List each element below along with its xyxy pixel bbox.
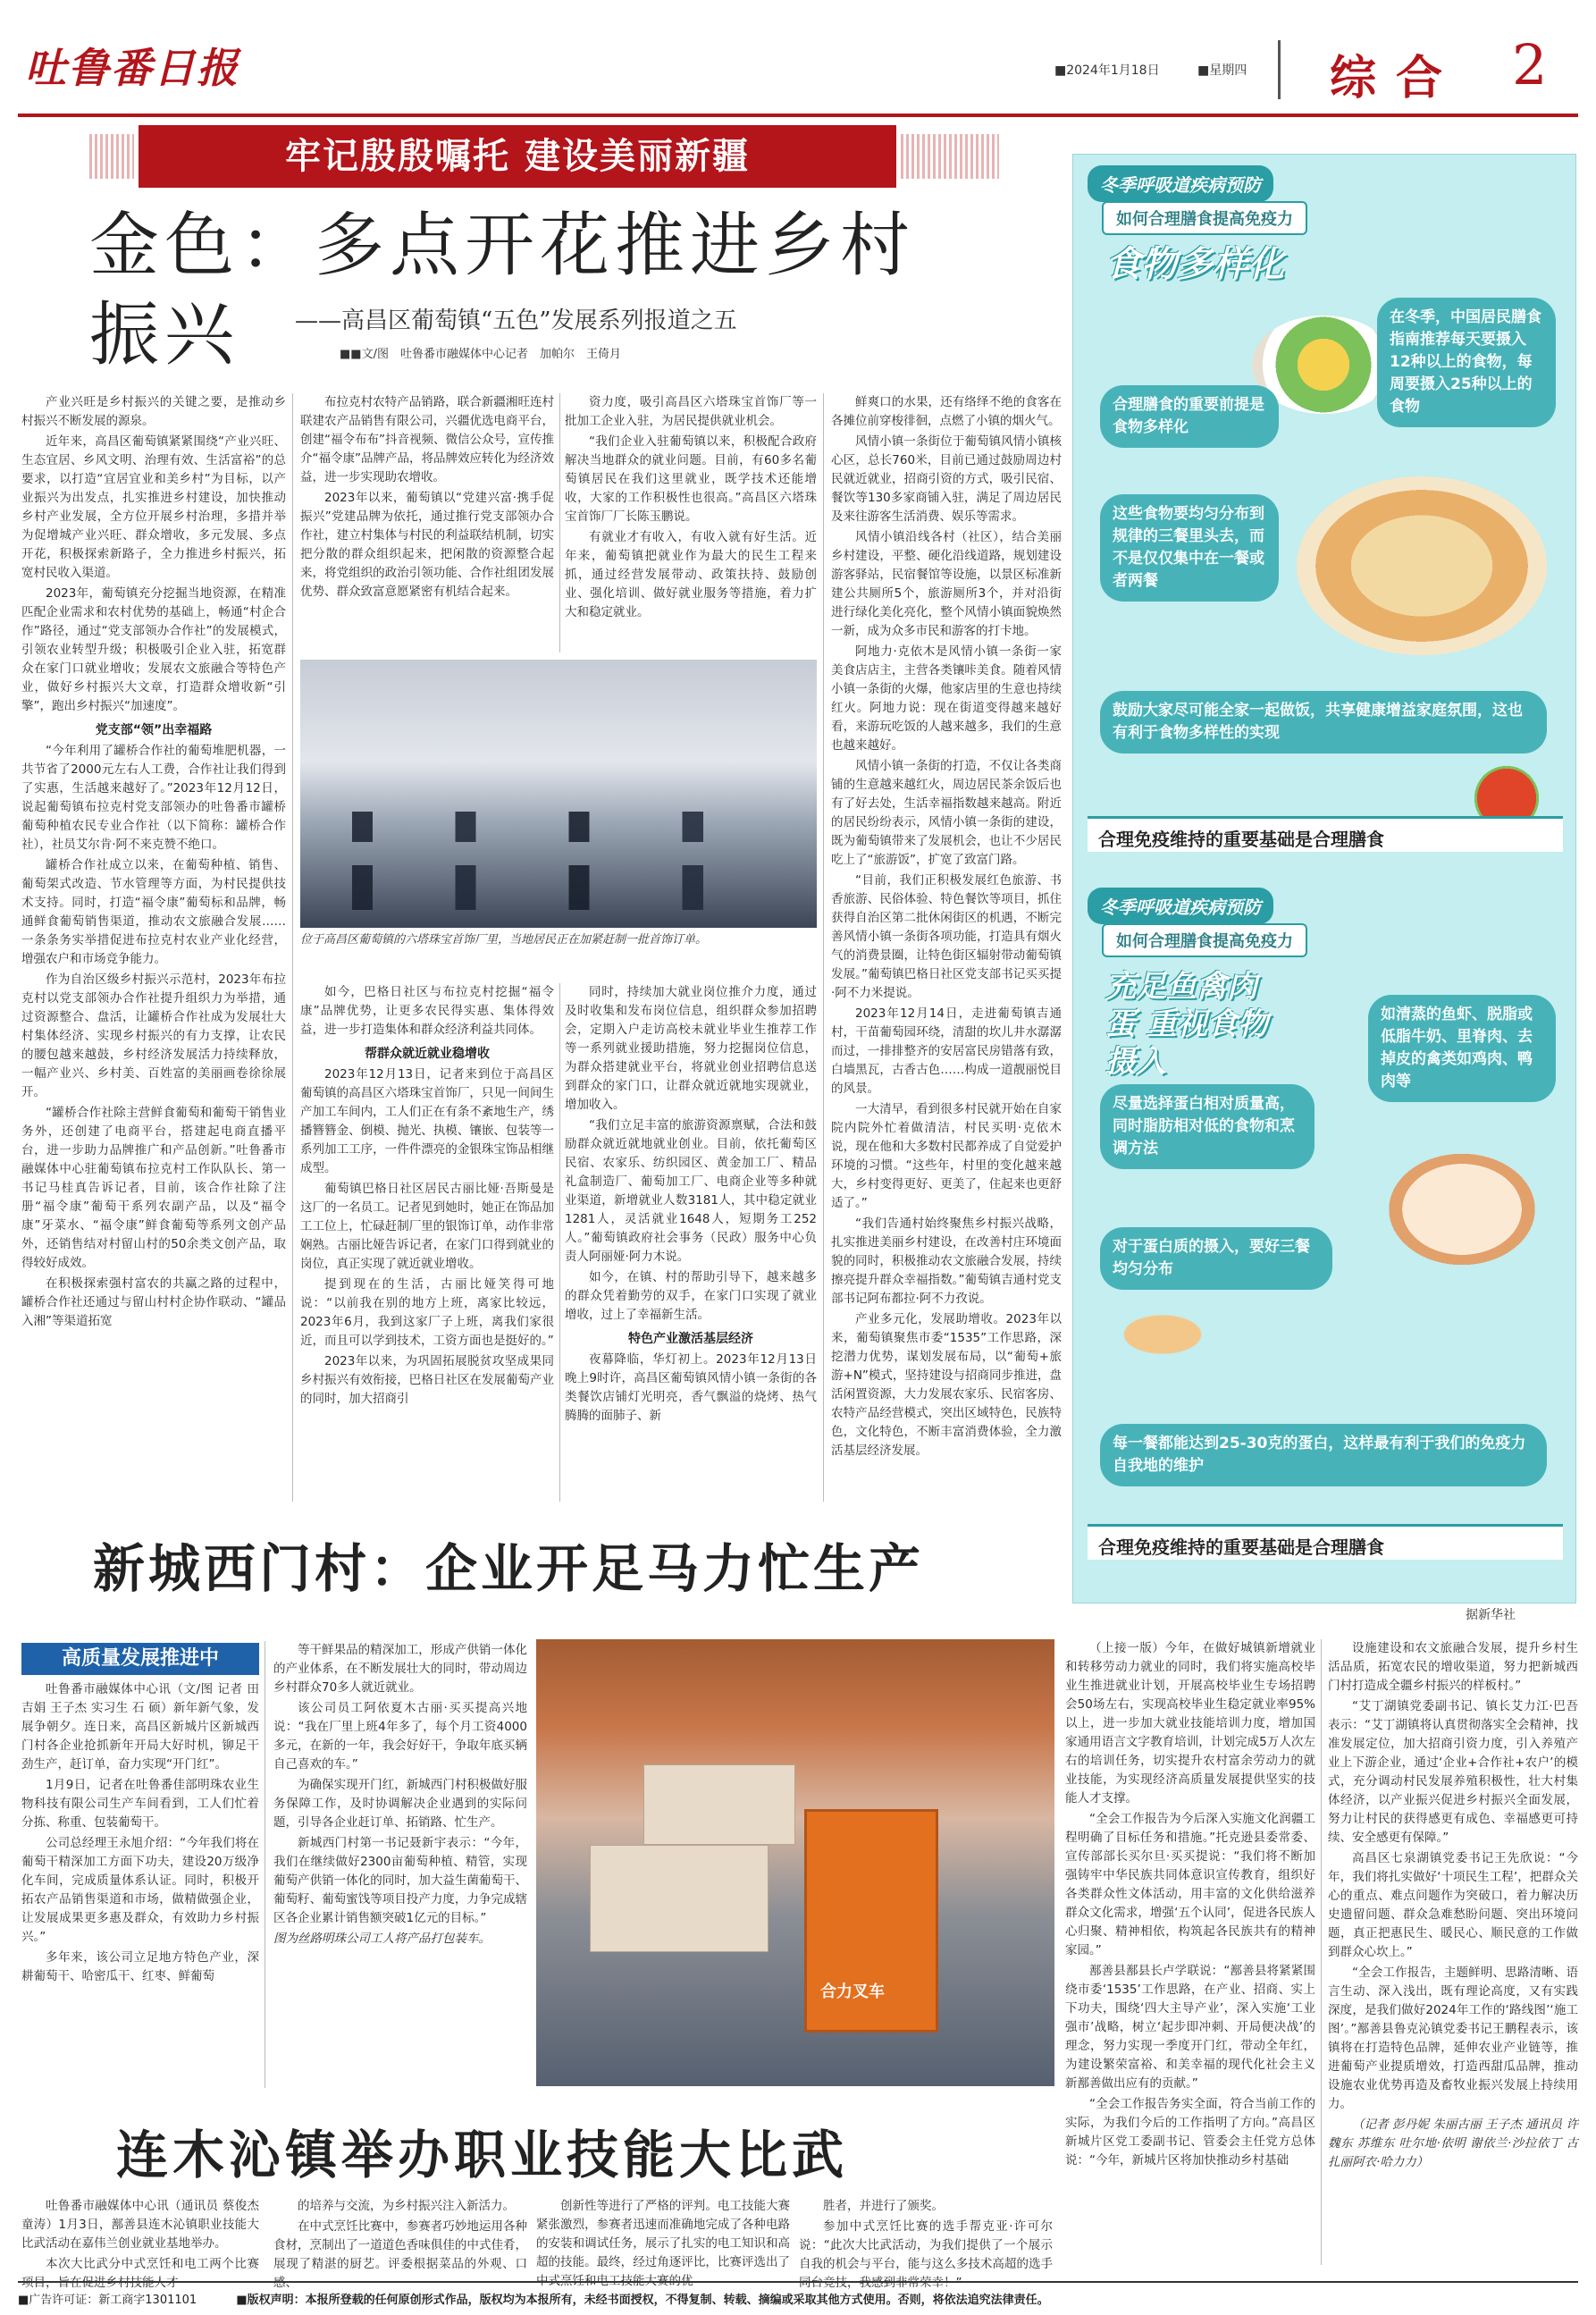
paragraph: “罐桥合作社除主营鲜食葡萄和葡萄干销售业务外，还创建了电商平台，搭建起电商直播平台，进一步助力品牌推广和产品创新。”吐鲁番市融媒体中心驻葡萄镇布拉克村工作队队长、第一书记马桂真告诉记者，目前，该合作社除了注册“福令康”葡萄干系列农副产品，以及“福令康”牙菜水、“福令康”鲜食葡萄等系列文创产品外，还销售结对村留山村的50余类文创产品，取得较好成效。 xyxy=(21,1106,286,1270)
paragraph: 产业多元化，发展助增收。2023年以来，葡萄镇聚焦市委“1535”工作思路，深挖潜力优势，谋划发展布局，以“葡萄+旅游+N”模式，坚持建设与招商同步推进，盘活闲置资源，大力发展农家乐、民宿客房、农特产品经营模式，突出区域特色，民族特色，文化特色，不断丰富消费体验，全力激活基层经济发展。 xyxy=(831,1312,1062,1458)
paragraph: 为确保实现开门红，新城西门村积极做好服务保障工作，及时协调解决企业遇到的实际问题，引导各企业赶订单、拓销路、忙生产。 xyxy=(273,1778,527,1830)
paragraph: 风情小镇一条街位于葡萄镇风情小镇核心区，总长760米，目前已通过鼓励周边村民就近就业，招商引资的方式，吸引民宿、餐饮等130多家商铺入驻，满足了周边居民及来往游客生活消费、娱乐等需求。 xyxy=(831,434,1062,524)
article1-subhead: ——高昌区葡萄镇“五色”发展系列报道之五 xyxy=(295,307,737,334)
article3-column-4 xyxy=(799,2197,1053,2290)
health-tip-bubble: 在冬季，中国居民膳食指南推荐每天要摄入12种以上的食物，每周要摄入25种以上的食物 xyxy=(1377,298,1556,427)
column-rule xyxy=(1321,1639,1322,2265)
health-tip-bubble: 每一餐都能达到25-30克的蛋白，这样最有利于我们的免疫力自我地的维护 xyxy=(1100,1424,1547,1486)
column-rule xyxy=(823,393,824,1502)
health-tip-bubble: 如清蒸的鱼虾、脱脂或低脂牛奶、里脊肉、去掉皮的禽类如鸡肉、鸭肉等 xyxy=(1368,995,1556,1102)
forklift-brand: 合力叉车 xyxy=(820,1982,885,2001)
photo2-caption: 图为丝路明珠公司工人将产品打包装车。 xyxy=(273,1932,491,1946)
section-subheading: 党支部“领”出幸福路 xyxy=(95,723,213,737)
paragraph: 2023年以来，为巩固拓展脱贫攻坚成果同乡村振兴有效衔接，巴格日社区在发展葡萄产业的同时，加大招商引 xyxy=(300,1354,554,1406)
paragraph: 2023年12月13日，记者来到位于高昌区葡萄镇的高昌区六塔珠宝首饰厂，只见一间间生产加工车间内，工人们正在有条不紊地生产，绣播簪簪金、倒模、抛光、执模、镶嵌、包装等一系列加工工序，一件件漂亮的金银珠宝饰品相继成型。 xyxy=(300,1067,554,1175)
paragraph: 如今，巴格日社区与布拉克村挖掘“福令康”品牌优势，让更多农民得实惠、集体得效益，进一步打造集体和群众经济利益共同体。 xyxy=(300,985,554,1037)
paragraph: 新城西门村第一书记聂新宇表示：“今年，我们在继续做好2300亩葡萄种植、精管，实现葡萄产供销一体化的同时，加大益生菌葡萄干、葡萄籽、葡萄蜜饯等项目投产力度，力争完成辖区各企业累计销售额突破1亿元的目标。” xyxy=(273,1836,527,1925)
masthead-divider xyxy=(1278,40,1281,99)
paragraph: （上接一版）今年，在做好城镇新增就业和转移劳动力就业的同时，我们将实施高校毕业生推进就业计划，开展高校毕业生专场招聘会50场左右，实现高校毕业生稳定就业率95%以上，进一步加大就业技能培训力度，增加国家通用语言文字教育培训，计划完成5万人次左右的培训任务，切实提升农村富余劳动力的就业技能，为实现经济高质量发展提供坚实的技能人才支撑。 xyxy=(1065,1641,1315,1806)
column-rule xyxy=(559,983,560,1502)
forklift-loading-photo xyxy=(536,1639,1054,2086)
paragraph: 2023年，葡萄镇充分挖掘当地资源，在精准匹配企业需求和农村优势的基础上，畅通“村企合作”路径，通过“党支部领办合作社”的发展模式，引领农业转型升级；积极吸引企业入驻，拓宽群众在家门口就业增收；发展农文旅融合等特色产业，做好乡村振兴大文章，打造群众增收新“引擎”，跑出乡村振兴“加速度”。 xyxy=(21,586,286,713)
article3-column-1 xyxy=(21,2197,259,2290)
paragraph: 1月9日，记者在吐鲁番佳部明珠农业生物科技有限公司生产车间看到，工人们忙着分拣、称重、包装葡萄干。 xyxy=(21,1778,259,1830)
paragraph: 一大清早，看到很多村民就开始在自家院内院外忙着做清洁，村民买明·克依木说，现在他和大多数村民都养成了自觉爱护环境的习惯。“这些年，村里的变化越来越大，乡村变得更好、更美了，住起来也更舒适了。” xyxy=(831,1102,1062,1210)
paragraph: 在积极探索强村富农的共赢之路的过程中，罐桥合作社还通过与留山村村企协作联动、“罐品入湘”等渠道拓宽 xyxy=(21,1276,286,1328)
paragraph: 有就业才有收入，有收入就有好生活。近年来，葡萄镇把就业作为最大的民生工程来抓，通过经营发展带动、政策扶持、鼓励创业、强化培训、做好就业服务等措施，着力扩大和稳定就业。 xyxy=(565,530,817,619)
paragraph: 作为自治区级乡村振兴示范村，2023年布拉克村以党支部领办合作社提升组织力为举措，通过资源整合、盘活，让罐桥合作社成为发展壮大村集体经济、实现乡村振兴的有力支撑，让农民的腰包越来越鼓，乡村经济发展活力持续释放，一幅产业兴、乡村美、百姓富的美丽画卷徐徐展开。 xyxy=(21,972,286,1099)
paragraph: “目前，我们正积极发展红色旅游、书香旅游、民俗体验、特色餐饮等项目，抓住获得自治区第二批休闲街区的机遇，不断完善风情小镇一条街各项功能，打造具有烟火气的消费景圈，让特色街区辐射带动葡萄镇发展。”葡萄镇巴格日社区党支部书记买买提·阿不力米提说。 xyxy=(831,873,1062,1000)
paragraph: 阿地力·克依木是风情小镇一条街一家美食店店主，主营各类镶咔美食。随着风情小镇一条街的火爆，他家店里的生意也持续红火。阿地力说：现在街道变得越来越好看，来游玩吃饭的人越来越多，我们的生意也越来越好。 xyxy=(831,644,1062,753)
article1-column-1 xyxy=(21,393,286,1502)
masthead xyxy=(0,0,1596,134)
paragraph: 风情小镇沿线各村（社区），结合美丽乡村建设，平整、硬化沿线道路，规划建设游客驿站，民宿餐馆等设施，以景区标准新建公共厕所5个，旅游厕所3个，并对沿街进行绿化美化亮化，整个风情小镇面貌焕然一新，成为众多市民和游客的打卡地。 xyxy=(831,530,1062,638)
paragraph: 鲜爽口的水果，还有络绎不绝的食客在各摊位前穿梭徘徊，点燃了小镇的烟火气。 xyxy=(831,395,1062,428)
photo-cargo-stack xyxy=(590,1845,769,1952)
paragraph: 资力度，吸引高昌区六塔珠宝首饰厂等一批加工企业入驻，为居民提供就业机会。 xyxy=(565,395,817,428)
article1-column-2-top xyxy=(300,393,554,652)
paragraph: 本次大比武分中式烹饪和电工两个比赛项目，旨在促进乡村技能人才 xyxy=(21,2257,259,2290)
article2-column-3 xyxy=(1065,1639,1315,2168)
copyright-notice: ■版权声明：本报所登载的任何原创形式作品，版权均为本报所有，未经书面授权，不得复制、转载、摘编或采取其他方式使用。否则，将依法追究法律责任。 xyxy=(236,2294,1049,2307)
page-footer xyxy=(18,2281,1578,2307)
health-subheader-1: 如何合理膳食提高免疫力 xyxy=(1102,201,1307,235)
section-subheading: 帮群众就近就业稳增收 xyxy=(365,1047,490,1061)
bread-icon xyxy=(1109,1308,1216,1361)
paragraph: 2023年以来，葡萄镇以“党建兴富·携手促振兴”党建品牌为依托，通过推行党支部领办合作社，建立村集体与村民的利益联结机制，切实把分散的群众组织起来，把闲散的资源整合起来，将党组织的政治引领功能、合作社组团发展优势、群众致富意愿紧密有机结合起来。 xyxy=(300,491,554,599)
paragraph: 创新性等进行了严格的评判。电工技能大赛紧张激烈，参赛者迅速而准确地完成了各种电路的安装和调试任务，展示了扎实的电工知识和高超的技能。最终，经过角逐评比，比赛评选出了中式烹饪和电工技能大赛的优 xyxy=(536,2199,790,2288)
reporter-credits: （记者 彭丹妮 朱丽古丽 王子杰 通讯员 许魏东 苏维东 吐尔地·依明 谢依兰·沙拉依丁 古扎丽阿衣·哈力力） xyxy=(1328,2117,1578,2169)
issue-weekday: ■星期四 xyxy=(1197,63,1247,78)
paragraph: 的培养与交流，为乡村振兴注入新活力。 xyxy=(298,2199,515,2213)
photo-workers-row xyxy=(300,865,817,910)
paragraph: 参加中式烹饪比赛的选手帮克亚·许可尔说：“此次大比武活动，为我们提供了一个展示自我的机会与平台，能与这么多技术高超的选手同台竞技，我感到非常荣幸！” xyxy=(799,2219,1053,2290)
paragraph: 在中式烹饪比赛中，参赛者巧妙地运用各种食材，烹制出了一道道色香味俱佳的中式佳肴，展现了精湛的厨艺。评委根据菜品的外观、口感、 xyxy=(273,2219,527,2290)
page-number: 2 xyxy=(1512,32,1548,97)
article2-column-4 xyxy=(1328,1639,1578,2265)
paragraph: 鄯善县鄯县长卢学联说：“鄯善县将紧紧围绕市委‘1535’工作思路，在产业、招商、实上下功夫，围绕‘四大主导产业’，深入实施‘工业强市’战略，树立‘起步即冲刺、开局便决战’的理念，努力实现一季度开门红，带动全年红，为建设繁荣富裕、和美幸福的现代化社会主义新鄯善做出应有的贡献。” xyxy=(1065,1964,1315,2091)
article1-column-4 xyxy=(831,393,1062,1502)
issue-date: ■2024年1月18日 xyxy=(1054,63,1160,78)
paragraph: 胜者，并进行了颁奖。 xyxy=(823,2199,944,2213)
jewelry-workshop-photo xyxy=(300,660,817,928)
health-footer-1: 合理免疫维持的重要基础是合理膳食 xyxy=(1088,816,1563,852)
paragraph: 风情小镇一条街的打造，不仅让各类商铺的生意越来越红火，周边居民茶余饭后也有了好去处，生活幸福指数越来越高。附近的居民纷纷表示，风情小镇一条街的建设，既为葡萄镇带来了发展机会，也让不少居民吃上了“旅游饭”，扩宽了致富门路。 xyxy=(831,759,1062,867)
health-tip-bubble: 尽量选择蛋白相对质量高，同时脂肪相对低的食物和烹调方法 xyxy=(1100,1084,1315,1169)
article1-byline: ■■文/图 吐鲁番市融媒体中心记者 加帕尔 王倚月 xyxy=(340,348,621,361)
theme-banner: 牢记殷殷嘱托 建设美丽新疆 xyxy=(139,125,896,188)
section-subheading: 特色产业激活基层经济 xyxy=(628,1332,753,1346)
health-subheader-2: 如何合理膳食提高免疫力 xyxy=(1102,923,1307,957)
article2-column-2 xyxy=(273,1641,527,2088)
paragraph: 设施建设和农文旅融合发展，提升乡村生活品质，拓宽农民的增收渠道，努力把新城西门村打造成全疆乡村振兴的样板村。” xyxy=(1328,1641,1578,1693)
banner-decoration-right xyxy=(901,134,999,179)
paragraph: 公司总经理王永旭介绍：“今年我们将在葡萄干精深加工方面下功夫，建设20万级净化车间，完成质量体系认证。同时，积极开拓农产品销售渠道和市场，做精做强企业，让发展成果更多惠及群众，有效助力乡村振兴。” xyxy=(21,1836,259,1944)
cooking-woman-illustration xyxy=(1368,1138,1556,1281)
paragraph: 该公司员工阿依夏木古丽·买买提高兴地说：“我在厂里上班4年多了，每个月工资4000多元，在新的一年，我会好好干，争取年底买辆自己喜欢的车。” xyxy=(273,1701,527,1772)
article1-column-3-bottom xyxy=(565,983,817,1502)
banner-decoration-left xyxy=(89,134,134,179)
graphic-credit: 据新华社 xyxy=(1466,1608,1516,1622)
column-rule xyxy=(559,393,560,652)
paragraph: 产业兴旺是乡村振兴的关键之要，是推动乡村振兴不断发展的源泉。 xyxy=(21,395,286,428)
health-infographic xyxy=(1072,154,1576,1604)
health-tip-bubble: 这些食物要均匀分布到规律的三餐里头去，而不是仅仅集中在一餐或者两餐 xyxy=(1100,494,1279,602)
article1-column-2-bottom xyxy=(300,983,554,1502)
photo1-caption: 位于高昌区葡萄镇的六塔珠宝首饰厂里，当地居民正在加紧赶制一批首饰订单。 xyxy=(300,933,708,947)
ad-license: ■广告许可证：新工商字1301101 xyxy=(18,2294,197,2307)
section-name: 综合 xyxy=(1330,51,1463,105)
article2-column-1 xyxy=(21,1680,259,2092)
paragraph: “全会工作报告，主题鲜明、思路清晰、语言生动、深入浅出，既有理论高度，又有实践深度，是我们做好2024年工作的‘路线图’‘施工图’。”鄯善县鲁克沁镇党委书记王鹏程表示，该镇将在打造特色品牌，延伸农业产业链等，推进葡萄产业提质增效，打造西甜瓜品牌，推动设施农业优势再造及畜牧业振兴发展上持续用力。 xyxy=(1328,1966,1578,2111)
paragraph: “我们告通村始终聚焦乡村振兴战略，扎实推进美丽乡村建设，在改善村庄环境面貌的同时，积极推动农文旅融合发展，持续擦亮提升群众幸福指数。”葡萄镇吉通村党支部书记阿布都拉·阿不力孜说。 xyxy=(831,1216,1062,1306)
paragraph: “艾丁湖镇党委副书记、镇长艾力江·巴吾表示：“艾丁湖镇将认真贯彻落实全会精神，找准发展定位，加大招商引资力度，引入养殖产业上下游企业，通过‘企业+合作社+农户’的模式，充分调动村民发展养殖积极性，壮大村集体经济，以产业振兴促进乡村振兴全面发展，努力让村民的获得感更有成色、幸福感更可持续、安全感更有保障。” xyxy=(1328,1699,1578,1845)
paragraph: “我们企业入驻葡萄镇以来，积极配合政府解决当地群众的就业问题。目前，有60多名葡萄镇居民在我们这里就业，既学技术还能增收，大家的工作积极性也很高。”高昌区六塔珠宝首饰厂厂长陈玉鹏说。 xyxy=(565,434,817,524)
article1-headline: 金色：多点开花推进乡村振兴 xyxy=(89,206,916,375)
health-header-2: 冬季呼吸道疾病预防 xyxy=(1088,888,1273,924)
article3-column-2 xyxy=(273,2197,527,2290)
paragraph: 2023年12月14日，走进葡萄镇吉通村，干苗葡萄园环绕，清甜的坎儿井水潺潺而过，一排排整齐的安居富民房错落有致，白墙黑瓦，古香古色……构成一道靓丽悦目的风景。 xyxy=(831,1006,1062,1096)
paragraph: 高昌区七泉湖镇党委书记王先欣说：“今年，我们将扎实做好‘十项民生工程’，把群众关心的重点、难点问题作为突破口，着力解决历史遗留问题、群众急难愁盼问题、突出环境问题，真正把惠民生、暖民心、顺民意的工作做到群众心坎上。” xyxy=(1328,1851,1578,1959)
photo-cargo-stack xyxy=(643,1764,795,1845)
paragraph: 等干鲜果品的精深加工，形成产供销一体化的产业体系，在不断发展壮大的同时，带动周边乡村群众70多人就近就业。 xyxy=(273,1643,527,1695)
family-meal-illustration xyxy=(1297,476,1547,655)
paragraph: 罐桥合作社成立以来，在葡萄种植、销售、葡萄架式改造、节水管理等方面，为村民提供技术支持。同时，打造“福令康”葡萄标和品牌，畅通鲜食葡萄销售渠道，推动农文旅融合发展……一条条务实举措促进布拉克村农业产业化经营，增强农户和市场竞争能力。 xyxy=(21,858,286,966)
newspaper-logo: 吐鲁番日报 xyxy=(25,44,239,92)
article2-headline: 新城西门村：企业开足马力忙生产 xyxy=(93,1538,925,1599)
paragraph: 如今，在镇、村的帮助引导下，越来越多的群众凭着勤劳的双手，在家门口实现了就业增收，过上了幸福新生活。 xyxy=(565,1270,817,1322)
health-tip-bubble: 合理膳食的重要前提是食物多样化 xyxy=(1100,385,1279,448)
section2-title: 充足鱼禽肉蛋 重视食物摄入 xyxy=(1105,969,1268,1080)
paragraph: 多年来，该公司立足地方特色产业，深耕葡萄干、哈密瓜干、红枣、鲜葡萄 xyxy=(21,1950,259,1983)
paragraph: 同时，持续加大就业岗位推介力度，通过及时收集和发布岗位信息，组织群众参加招聘会，定期入户走访高校未就业毕业生推荐工作等一系列就业援助措施，努力挖掘岗位信息，为群众搭建就业平台，将就业创业招聘信息送到群众的家门口，让群众就近就地实现就业，增加收入。 xyxy=(565,985,817,1112)
column-tag: 高质量发展推进中 xyxy=(21,1643,259,1675)
column-rule xyxy=(292,393,293,1502)
article3-column-3 xyxy=(536,2197,790,2288)
article1-column-3-top xyxy=(565,393,817,652)
paragraph: 葡萄镇巴格日社区居民古丽比娅·吾斯曼是这厂的一名员工。记者见到她时，她正在饰品加工工位上，忙碌赶制厂里的银饰订单，动作非常娴熟。古丽比娅告诉记者，在家门口得到就业的岗位，真正实现了就近就业增收。 xyxy=(300,1182,554,1271)
masthead-rule xyxy=(18,114,1578,117)
paragraph: “全会工作报告为今后深入实施文化润疆工程明确了目标任务和措施。”托克逊县委常委、宣传部部长买尔旦·买买提说：“我们将不断加强铸牢中华民族共同体意识宣传教育，组织好各类群众性文体活动，用丰富的文化供给滋养群众文化需求，增强‘五个认同’，促进各民族人心归聚、精神相依，构筑起各民族共有的精神家园。” xyxy=(1065,1812,1315,1957)
paragraph: “全会工作报告务实全面，符合当前工作的实际，为我们今后的工作指明了方向。”高昌区新城片区党工委副书记、管委会主任党方总体说：“今年，新城片区将加快推动乡村基础 xyxy=(1065,2097,1315,2168)
paragraph: 布拉克村农特产品销路，联合新疆湘旺连村联建农产品销售有限公司，兴疆优选电商平台，创建“福令布布”抖音视频、微信公众号，宣传推介“福令康”品牌产品，将品牌效应转化为经济效益，进一步实现助农增收。 xyxy=(300,395,554,484)
paragraph: 夜幕降临，华灯初上。2023年12月13日晚上9时许，高昌区葡萄镇风情小镇一条街的各类餐饮店铺灯光明亮，香气飘溢的烧烤、热气腾腾的面肺子、新 xyxy=(565,1352,817,1423)
paragraph: “今年利用了罐桥合作社的葡萄堆肥机器，一共节省了2000元左右人工费，合作社让我们得到了实惠，生活越来越好了。”2023年12月12日，说起葡萄镇布拉克村党支部领办的吐鲁番市罐桥葡萄种植农民专业合作社（以下简称：罐桥合作社），社员艾尔肯·阿不来克赞不绝口。 xyxy=(21,744,286,852)
paragraph: “我们立足丰富的旅游资源禀赋，合法和鼓励群众就近就地就业创业。目前，依托葡萄区民宿、农家乐、纺织园区、黄金加工厂、精品礼盒制造厂、葡萄加工厂、电商企业等多种就业渠道，新增就业人数3181人，其中稳定就业1281人，灵活就业1648人，短期务工252人。”葡萄镇政府社会事务（民政）服务中心负责人阿丽娅·阿力木说。 xyxy=(565,1118,817,1264)
health-tip-bubble: 对于蛋白质的摄入，要好三餐均匀分布 xyxy=(1100,1227,1332,1290)
photo-workers-row xyxy=(300,812,817,842)
health-tip-bubble: 鼓励大家尽可能全家一起做饭，共享健康增益家庭氛围，这也有利于食物多样性的实现 xyxy=(1100,691,1547,753)
paragraph: 提到现在的生活，古丽比娅笑得可地说：“以前我在别的地方上班，离家比较远，2023年6月，我到这家厂子上班，离我们家很近，而且可以学到技术，工资方面也是挺好的。” xyxy=(300,1277,554,1348)
section1-title: 食物多样化 xyxy=(1105,244,1284,285)
paragraph: 吐鲁番市融媒体中心讯（文/图 记者 田吉娟 王子杰 实习生 石 硕）新年新气象，发展争朝夕。连日来，高昌区新城片区新城西门村各企业抢抓新年开局大好时机，铆足干劲生产，赶订单，奋力实现“开门红”。 xyxy=(21,1682,259,1772)
article3-headline: 连木沁镇举办职业技能大比武 xyxy=(116,2125,849,2185)
paragraph: 近年来，高昌区葡萄镇紧紧围绕“产业兴旺、生态宜居、乡风文明、治理有效、生活富裕”的总要求，以打造“宜居宜业和美乡村”为目标，以产业振兴为出发点，扎实推进乡村建设，加快推动乡村产业发展，全方位开展乡村治理，多措并举为促增城产业兴旺、群众增收，多元发展、多点开花，积极探索新路子，全力推进乡村振兴，拓宽村民收入渠道。 xyxy=(21,434,286,580)
paragraph: 吐鲁番市融媒体中心讯（通讯员 蔡俊杰 童涛）1月3日，鄯善县连木沁镇职业技能大比武活动在嘉伟兰创业就业基地举办。 xyxy=(21,2199,259,2251)
health-header-1: 冬季呼吸道疾病预防 xyxy=(1088,165,1273,202)
health-footer-2: 合理免疫维持的重要基础是合理膳食 xyxy=(1088,1524,1563,1560)
